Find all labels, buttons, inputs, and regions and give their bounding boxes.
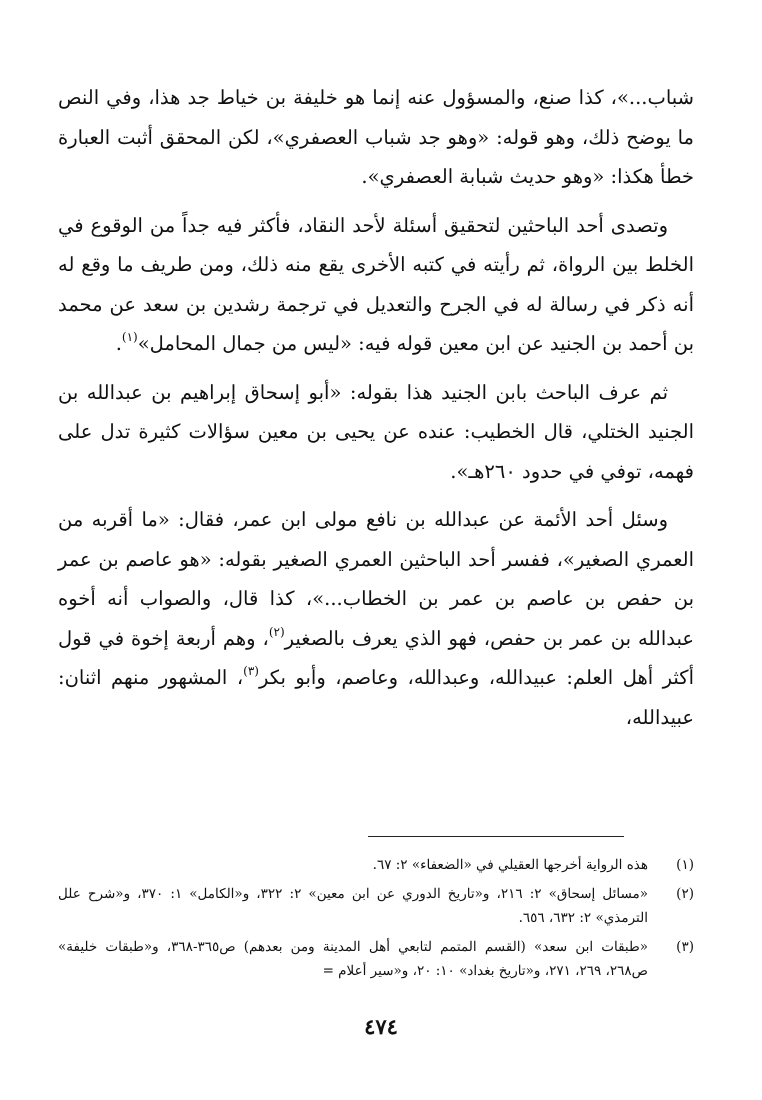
footnote-item (58, 882, 694, 930)
footnote-number: (٣) (676, 939, 694, 955)
footnote-divider (368, 836, 624, 837)
paragraph-1: شباب...»، كذا صنع، والمسؤول عنه إنما هو خليفة بن خياط جد هذا، وفي النص ما يوضح ذلك، وهو قوله: «وهو جد شباب العصفري»، لكن المحقق أثبت العبارة خطأ هكذا: «وهو حديث شبابة العصفري». (58, 86, 694, 188)
paragraph-4-text-a: وسئل أحد الأئمة عن عبدالله بن نافع مولى ابن عمر، فقال: «ما أقربه من العمري الصغير»، ففسر أحد الباحثين العمري الصغير بقوله: «هو عاصم بن عمر بن حفص بن عاصم بن عمر بن الخطاب...»، كذا قال، والصواب أنه أخوه عبدالله بن عمر بن حفص، فهو الذي يعرف بالصغير (58, 508, 694, 650)
footnote-ref-3[interactable]: (٣) (243, 664, 259, 678)
paragraph-4-text-c: ، المشهور منهم اثنان: عبيدالله، (58, 666, 694, 729)
footnote-text: «مسائل إسحاق» ٢: ٢١٦، و«تاريخ الدوري عن ابن معين» ٢: ٣٢٢، و«الكامل» ١: ٣٧٠، و«شرح علل الترمذي» ٢: ٦٣٢، ٦٥٦. (58, 886, 648, 926)
footnote-item (58, 935, 694, 983)
footnote-text: «طبقات ابن سعد» (القسم المتمم لتابعي أهل المدينة ومن بعدهم) ص٣٦٥-٣٦٨، و«طبقات خليفة» ص٢٦٨، ٢٦٩، ٢٧١، و«تاريخ بغداد» ١٠: ٢٠، و«سير أعلام = (58, 939, 648, 979)
paragraph-2: وتصدى أحد الباحثين لتحقيق أسئلة لأحد النقاد، فأكثر فيه جداً من الوقوع في الخلط بين الرواة، ثم رأيته في كتبه الأخرى يقع منه ذلك، ومن طريف ما وقع له أنه ذكر في رسالة له في الجرح والتعديل في ترجمة رشدين بن سعد عن محمد بن أحمد بن الجنيد عن ابن معين قوله فيه: «ليس من جمال المحامل»$^{(١)}$. (58, 213, 694, 355)
paragraph-2-text: وتصدى أحد الباحثين لتحقيق أسئلة لأحد النقاد، فأكثر فيه جداً من الوقوع في الخلط بين الرواة، ثم رأيته في كتبه الأخرى يقع منه ذلك، ومن طريف ما وقع له أنه ذكر في رسالة له في الجرح والتعديل في ترجمة رشدين بن سعد عن محمد بن أحمد بن الجنيد عن ابن معين قوله فيه: «ليس من جمال المحامل» (58, 213, 694, 355)
footnotes (58, 853, 694, 988)
paragraph-4 (58, 500, 694, 737)
footnote-item (58, 853, 694, 877)
main-text (58, 78, 694, 737)
footnote-number: (٢) (676, 886, 694, 902)
paragraph-3: ثم عرف الباحث بابن الجنيد هذا بقوله: «أبو إسحاق إبراهيم بن عبدالله بن الجنيد الختلي، قال الخطيب: عنده عن يحيى بن معين سؤالات كثيرة تدل على فهمه، توفي في حدود ٢٦٠هـ». (58, 380, 694, 483)
page-number: ٤٧٤ (364, 1014, 398, 1039)
footnote-text: هذه الرواية أخرجها العقيلي في «الضعفاء» ٢: ٦٧. (372, 857, 648, 873)
footnote-number: (١) (676, 857, 694, 873)
footnote-ref-2[interactable]: (٢) (268, 624, 285, 639)
footnote-ref-1[interactable]: (١) (121, 330, 138, 344)
paragraph-4-text-b: ، وهم أربعة إخوة في قول أكثر أهل العلم: عبيدالله، وعبدالله، وعاصم، وأبو بكر (58, 626, 694, 689)
